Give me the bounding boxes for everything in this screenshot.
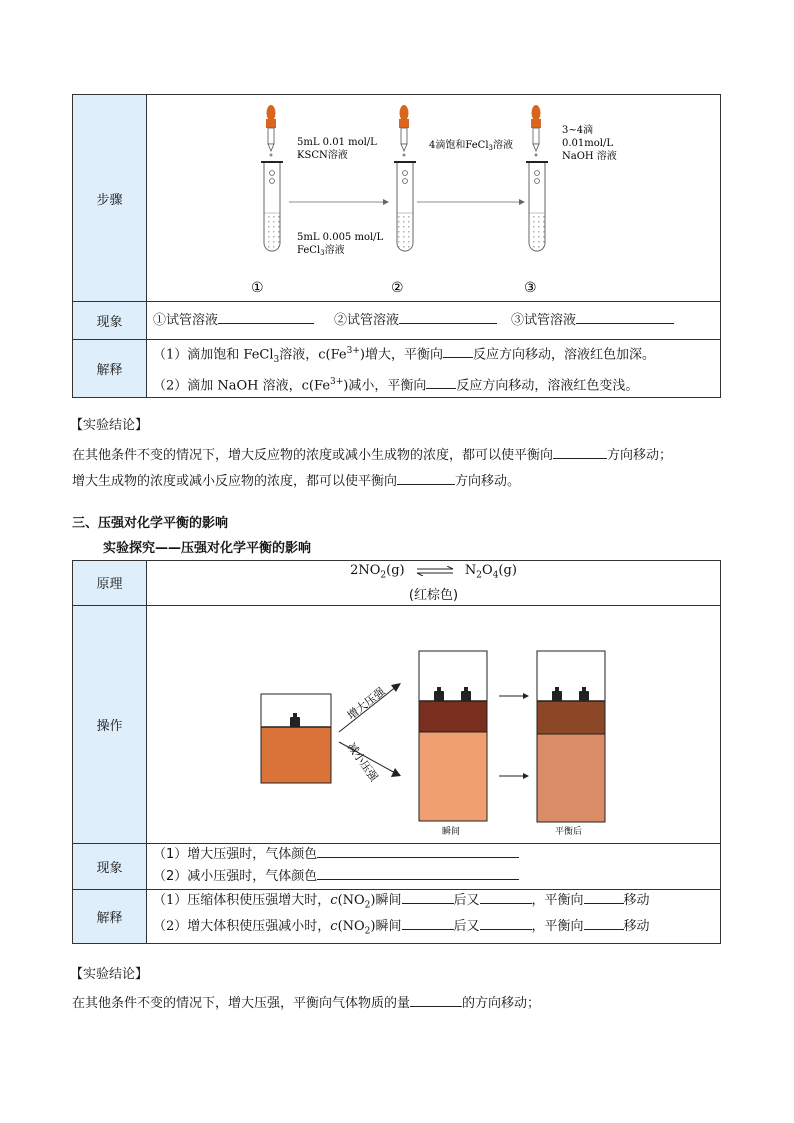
expanded-instant-cylinder-icon bbox=[419, 732, 487, 821]
equilibrium-concentration-table bbox=[72, 94, 721, 398]
conclusion-1-blank-1[interactable] bbox=[553, 446, 607, 459]
pressure-explanation-1-blank-3[interactable] bbox=[584, 891, 624, 904]
expanded-equilibrium-cylinder-icon bbox=[537, 734, 605, 822]
test-tube-2-icon bbox=[394, 162, 416, 251]
dropper-3-icon bbox=[531, 105, 541, 157]
pressure-equilibrium-table bbox=[72, 560, 721, 944]
pressure-explanation-2-blank-2[interactable] bbox=[480, 917, 532, 930]
reagent-1-label-line2: KSCN溶液 bbox=[297, 150, 348, 161]
test-tube-1-icon bbox=[261, 162, 283, 251]
phenomenon-label-2: 现象 bbox=[73, 843, 147, 889]
conclusion-2-blank-1[interactable] bbox=[410, 994, 462, 1007]
section-3-title: 三、压强对化学平衡的影响 bbox=[72, 516, 229, 531]
explanation-1-blank[interactable] bbox=[443, 345, 473, 358]
explanation-label-2: 解释 bbox=[73, 889, 147, 943]
expanded-instant-caption: 瞬间 bbox=[442, 826, 461, 837]
conclusion-1-blank-2[interactable] bbox=[397, 472, 455, 485]
tube-contents-label-line1: 5mL 0.005 mol/L bbox=[297, 232, 384, 243]
tube-contents-label-line2: FeCl$_3$溶液 bbox=[297, 245, 345, 257]
pressure-phenomenon-2-blank[interactable] bbox=[317, 867, 519, 880]
phenomenon-1-blank[interactable] bbox=[218, 311, 314, 324]
color-note: (红棕色) bbox=[408, 587, 459, 603]
pressure-phenomenon-cell bbox=[147, 843, 721, 889]
reaction-equation: $2NO_2(g)$ $N_2O_4(g)$ bbox=[350, 563, 517, 581]
tube-mark-2: ② bbox=[391, 280, 404, 296]
pressure-explanation-2-blank-3[interactable] bbox=[584, 917, 624, 930]
phenomenon-1-text: ①试管溶液 bbox=[153, 312, 219, 328]
expand-transition-arrow-icon bbox=[499, 773, 529, 779]
decrease-pressure-label: 减小压强 bbox=[344, 739, 381, 784]
pressure-phenomenon-line-1: （1）增大压强时，气体颜色 bbox=[147, 844, 720, 866]
pressure-explanation-line-1: （1）压缩体积使压强增大时，$c(NO_2)$瞬间 后又 ，平衡向 移动 bbox=[153, 892, 650, 911]
operation-diagram-cell bbox=[147, 605, 721, 843]
explanation-label: 解释 bbox=[73, 340, 147, 398]
arrow-1-icon bbox=[289, 199, 389, 205]
principle-label: 原理 bbox=[73, 561, 147, 606]
phenomenon-2-blank[interactable] bbox=[399, 311, 497, 324]
reagent-3-label-line2: 0.01mol/L bbox=[562, 138, 613, 149]
pressure-explanation-2-blank-1[interactable] bbox=[402, 917, 454, 930]
explanation-line-1: （1）滴加饱和 FeCl$_3$溶液，$c(Fe^{3+})$增大，平衡向 反应方向移动，溶液红色加深。 bbox=[153, 346, 655, 365]
dropper-2-icon bbox=[399, 105, 409, 157]
pressure-explanation-1-blank-1[interactable] bbox=[402, 891, 454, 904]
conclusion-1-line-2: 增大生成物的浓度或减小反应物的浓度，都可以使平衡向 方向移动。 bbox=[72, 474, 521, 489]
initial-cylinder-icon bbox=[261, 694, 331, 783]
operation-label: 操作 bbox=[73, 605, 147, 843]
arrow-2-icon bbox=[417, 199, 525, 205]
reagent-3-label-line3: NaOH 溶液 bbox=[562, 151, 617, 162]
steps-diagram-cell bbox=[147, 95, 721, 302]
pressure-explanation-cell bbox=[147, 889, 721, 943]
pressure-explanation-1-blank-2[interactable] bbox=[480, 891, 532, 904]
explanation-line-2: （2）滴加 NaOH 溶液，$c(Fe^{3+})$减小，平衡向 反应方向移动，溶液红色变浅。 bbox=[153, 376, 639, 394]
explanation-cell bbox=[147, 340, 721, 398]
pressure-phenomenon-line-2: （2）减小压强时，气体颜色 bbox=[147, 866, 720, 888]
pressure-explanation-line-2: （2）增大体积使压强减小时，$c(NO_2)$瞬间 后又 ，平衡向 移动 bbox=[153, 919, 650, 937]
test-tube-steps-diagram bbox=[147, 95, 720, 301]
conclusion-2-line-1: 在其他条件不变的情况下，增大压强，平衡向气体物质的量 的方向移动； bbox=[72, 996, 541, 1011]
pressure-phenomenon-1-blank[interactable] bbox=[317, 845, 519, 858]
principle-cell bbox=[147, 561, 721, 606]
conclusion-1-heading: 【实验结论】 bbox=[70, 418, 149, 433]
reagent-1-label-line1: 5mL 0.01 mol/L bbox=[297, 137, 377, 148]
tube-mark-1: ① bbox=[251, 280, 264, 296]
reagent-3-label-line1: 3~4滴 bbox=[562, 125, 594, 136]
compressed-instant-cylinder-icon bbox=[419, 651, 487, 739]
compress-transition-arrow-icon bbox=[499, 693, 529, 699]
test-tube-3-icon bbox=[526, 162, 548, 251]
increase-pressure-label: 增大压强 bbox=[344, 684, 388, 722]
dropper-1-icon bbox=[266, 105, 276, 157]
section-3-subtitle: 实验探究——压强对化学平衡的影响 bbox=[103, 541, 312, 556]
conclusion-2-heading: 【实验结论】 bbox=[70, 967, 149, 982]
compressed-equilibrium-cylinder-icon bbox=[537, 651, 605, 739]
explanation-2-blank[interactable] bbox=[426, 376, 456, 389]
conclusion-1-line-1: 在其他条件不变的情况下，增大反应物的浓度或减小生成物的浓度，都可以使平衡向 方向移动； bbox=[72, 448, 673, 463]
phenomenon-2-text: ②试管溶液 bbox=[334, 312, 400, 328]
phenomenon-3-blank[interactable] bbox=[576, 311, 674, 324]
phenomenon-3-text: ③试管溶液 bbox=[511, 312, 577, 328]
phenomenon-label: 现象 bbox=[73, 302, 147, 340]
pressure-operation-diagram bbox=[147, 606, 720, 843]
reagent-2-label: 4滴饱和FeCl$_3$溶液 bbox=[429, 140, 513, 152]
tube-mark-3: ③ bbox=[524, 280, 537, 296]
expanded-equilibrium-caption: 平衡后 bbox=[555, 826, 583, 837]
phenomenon-cell bbox=[147, 302, 721, 340]
reversible-arrow-icon bbox=[415, 566, 455, 576]
steps-label: 步骤 bbox=[73, 95, 147, 302]
